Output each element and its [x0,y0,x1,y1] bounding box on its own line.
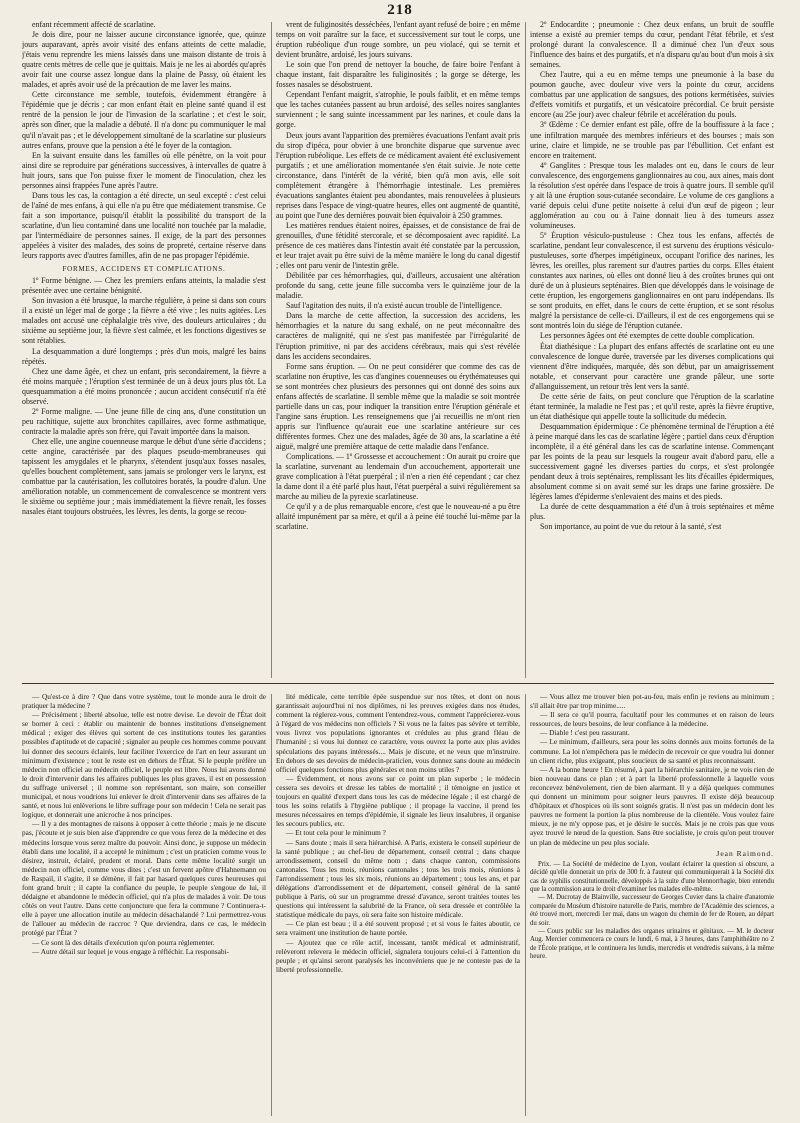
paragraph: enfant récemment affecté de scarlatine. [32,20,156,29]
paragraph: Deux jours avant l'apparition des premières évacuations l'enfant avait pris du sirop d'ipéca, pour obvier à une bronchite disparue que survenue avec l'éruption rubéolique. Les effets de ce médicament avaient été exclusivement purgatifs ; et une amélioration momentanée s'en était suivie. Je note cette circonstance, dans l'intérêt de la vérité, bien qu'à mon avis, elle soit complètement étrangère à l'hémorrhagie intestinale. Les premières évacuations sanglantes étaient peu abondantes, mais renouvelées à plusieurs reprises dans l'espace de vingt-quatre heures, elles ont augmenté de quantité, au point que l'une des dernières pouvait bien équivaloir à 250 grammes. [276,130,520,220]
paragraph: Les personnes âgées ont été exemptes de cette double complication. [540,331,755,341]
paragraph: 5º Éruption vésiculo-pustuleuse : Chez tous les enfans, affectés de scarlatine, pendant leur convalescence, il est survenu des éruptions vésiculo-pustuleuses, sorte d'herpes impétigineux, occupant l'orifice des narines, les lèvres, les oreilles, plus rarement sur d'autres parties du corps. Elles étaient constantes aux narines, où elles ont donné lieu à des croûtes brunes qui ont duré de un à plusieurs septénaires. Bien que développés dans le voisinage de cette éruption, les engorgemens ganglionnaires en ont paru indépendans. Ils se sont produits, en effet, dans le cours de cette éruption, et se sont résolus malgré la persistance de celle-ci. D'ailleurs, il est de ces engorgemens qui se sont montrés loin du siége de l'éruption cutanée. [530,230,774,331]
paragraph: — Diable ! c'est peu rassurant. [540,728,630,738]
paragraph: 2º Forme maligne. — Une jeune fille de cinq ans, d'une constitution un peu rachitique, sujette aux bronchites capillaires, avec forme asthmatique, contracte la maladie après son frère, qui l'avait importée dans la maison. [22,406,266,436]
paragraph: Je dois dire, pour ne laisser aucune circonstance ignorée, que, quinze jours auparavant, après avoir visité des enfans atteints de cette maladie, j'étais venu reprendre les miens laissés dans une maison distante de trois à quatre cents mètres de celle que je quittais. Mais je ne les ai abordés qu'après avoir fait une course assez longue dans la plaine de Passy, où étaient les malades, et après avoir usé de la précaution de me laver les mains. [22,30,266,90]
paragraph: 2º Endocardite ; pneumonie : Chez deux enfans, un bruit de souffle intense a existé au premier temps du cœur, pendant l'état fébrile, et s'est prolongé durant la convalescence. Il a diminué chez l'un d'eux sous l'influence des bains et des purgatifs, et n'a disparu qu'au bout d'un mois à six semaines. [530,20,774,70]
paragraph: — Il sera ce qu'il pourra, facultatif pour les communes et en raison de leurs ressources, de leurs besoins, de leur confiance à la médecine. [530,710,774,729]
page-number: 218 [387,2,413,18]
column-rule [525,694,526,1116]
paragraph: — A la bonne heure ! En résumé, à part la hiérarchie sanitaire, je ne vois rien de bien nouveau dans ce plan ; et à part la liberté professionnelle à laquelle vous reconcevez bénévolement, rien de bien alarmant. Il y a déjà quelques communes qui donnent un minimum pour soigner leurs pauvres. Il existe déjà beaucoup d'hôpitaux et d'hospices où ils sont soignés gratis. Il n'est pas un médecin dont les pauvres ne forment la portion la plus nombreuse de la clientèle. Vous voulez faire mieux, je ne m'y oppose pas, et je désire le succès. Mais je ne crois pas que vous ayez trouvé le nœud de la question. Sans être socialiste, je crois qu'on peut trouver un plan de médecine un peu plus sociale. [530,764,774,847]
paragraph: — Vous allez me trouver bien pot-au-feu, mais enfin je reviens au minimum ; s'il allait être par trop minime..... [530,692,774,711]
column-rule [525,22,526,678]
paragraph: La durée de cette desquammation a été d'un à trois septénaires et même plus. [530,502,774,522]
paragraph: Ce qu'il y a de plus remarquable encore, c'est que le nouveau-né a pu être allaité impunément par sa mère, et qu'il a à peine été touché lui-même par la scarlatine. [276,502,520,532]
paragraph: — Qu'est-ce à dire ? Que dans votre système, tout le monde aura le droit de pratiquer la médecine ? [22,692,266,711]
paragraph: Son importance, au point de vue du retour à la santé, s'est [540,522,722,532]
paragraph: — Ce plan est beau ; il a été souvent proposé ; et si vous le faites aboutir, ce sera vraiment une institution de haute portée. [276,919,520,938]
paragraph: — Sans doute ; mais il sera hiérarchisé. A Paris, existera le conseil supérieur de la santé publique ; au chef-lieu de département, conseil central ; dans chaque arrondissement, conseil du même nom ; dans chaque canton, commissions cantonales. Tous les mois, réunions cantonales ; tous les trois mois, réunions à l'arrondissement ; tous les six mois, réunions au département ; tous les ans, et par délégations d'arrondissement et de département, conseil général de la santé publique à Paris, où sur un programme dressé d'avance, seront traitées toutes les questions qui intéressent la salubrité de la France, où sera dressée et contrôlée la statistique médicale du pays, où sera faite son histoire médicale. [276,837,520,920]
paragraph: — Ajoutez que ce rôle actif, incessant, tantôt médical et administratif, relèveront relevera le médecin officiel, signalera toujours celui-ci à l'attention du peuple ; et qu'ainsi seront paralysés les inconvéniens que je ne conteste pas de la liberté professionnelle. [276,937,520,974]
feuilleton-divider [22,683,774,684]
feuilleton-column-3 [530,692,774,1118]
paragraph: 4º Ganglites : Presque tous les malades ont eu, dans le cours de leur convalescence, des engorgemens ganglionnaires au cou, aux aines, mais dont la résolution s'est opérée dans l'espace de trois à quatre jours. Il semble qu'il y ait là une éruption sous-cutanée secondaire. Le volume de ces ganglions a varié depuis celui d'une petite noisette à celui d'un œuf de pigeon ; leur agglomération au cou ou à l'aine donnait lieu à des tumeurs assez volumineuses. [530,160,774,230]
paragraph: — M. Ducrotay de Blainville, successeur de Georges Cuvier dans la chaire d'anatomie comparée du Muséum d'histoire naturelle de Paris, membre de l'Académie des sciences, a été trouvé mort, mercredi 1er mai, dans un wagon du chemin de fer de Rouen, au départ du soir. [530,894,774,927]
paragraph: Desquammation épidermique : Ce phénomène terminal de l'éruption a été à peine marqué dans les cas de scarlatine légère ; partiel dans ceux d'éruption incomplète, il a été général dans les cas de scarlatine intense. Commençant par les points de la peau sur lesquels la rougeur avait d'abord paru, elle a successivement gagné les diverses parties du corps, et s'est prolongée pendant deux à trois septénaires, remplissant les lits d'écailles épidermiques, absolument comme si on avait semé sur les draps une farine grossière. De légères lames d'épiderme s'enlevaient des mains et des pieds. [530,421,774,502]
paragraph: Cette circonstance me semble, toutefois, évidemment étrangère à l'épidémie que je décris ; car mon enfant était en pleine santé quand il est rentré de la pension le jour de l'invasion de la scarlatine ; et c'est le soir, après son dîner, que la maladie a débuté. Il n'a donc pu communiquer le mal qu'il n'avait pas ; et le développement simultané de la scarlatine sur plusieurs autres enfans, prouve que la pension a été le foyer de la contagion. [22,90,266,150]
paragraph: Débilitée par ces hémorrhagies, qui, d'ailleurs, accusaient une altération profonde du sang, cette jeune fille succomba vers le quinzième jour de la maladie. [276,271,520,301]
paragraph: Chez une dame âgée, et chez un enfant, pris secondairement, la fièvre a été moins marquée ; l'éruption s'est terminée de un à deux jours plus tôt. La quesquammation a été moins prononcée ; aucun accident consécutif n'a été observé. [22,366,266,406]
paragraph: lité médicale, cette terrible épée suspendue sur nos têtes, et dont on nous garantissait aujourd'hui ni nos diplômes, ni les preuves exigées dans nos études, comment la réglerez-vous, comment l'entendrez-vous, comment l'apprécierez-vous à l'égard de vos médecins non officiels ? Si vous ne la faites pas sévère et terrible, vous livrez vos populations ignorantes et crédules au plus grand fléau de l'humanité ; si vous lui donnez ce caractère, vous ouvrez la porte aux plus avides spéculations des payans intéressés.... Mais je discute, et ne veux que m'instruire. En dehors de ses devoirs de médecin-praticien, vous donnez sans doute au médecin officiel quelques fonctions plus générales et non moins utiles ? [276,692,520,774]
paragraph: — Le minimum, d'ailleurs, sera pour les soins donnés aux moins fortunés de la commune. La loi n'empêchera pas le médecin de recevoir ce que voudra lui donner un client riche, plus exigeant, plus soucieux de sa santé et plus reconnaissant. [530,737,774,765]
paragraph: De cette série de faits, on peut conclure que l'éruption de la scarlatine étant terminée, la maladie ne l'est pas ; et qu'il reste, après la fièvre éruptive, un état diathésique qui appelle toute la sollicitude du médecin. [530,391,774,421]
paragraph: Complications. — 1º Grossesse et accouchement : On aurait pu croire que la scarlatine, survenant au lendemain d'un accouchement, apporterait une grave complication à l'état puerpéral ; il n'en a rien été cependant ; car chez la dame dont il a été parlé plus haut, l'état puerpéral a suivi régulièrement sa marche au milieu de la pyrexie scarlatineuse. [276,452,520,502]
paragraph: — Il y a des montagnes de raisons à opposer à cette théorie ; mais je ne discute pas, j'écoute et je suis bien aise d'apprendre ce que vous ferez de la médecine et des médecins lorsque vous serez maître du pouvoir. Ainsi donc, je suppose un médecin établi dans une localité, il a accepté le minimum ; c'est un praticien comme vous le désirez, instruit, éclairé, prudent et moral. Dans cette même localité surgit un médecin non officiel, comme vous dites ; c'est un fervent apôtre d'Hahnemann ou de Raspail, il s'agite, il se démène, il fait par hasard quelques cures heureuses qui font grand bruit ; il capte la confiance du peuple, le peuple s'engoue de lui, il dédaigne et abandonne le médecin officiel, qui n'a plus de malades à voir. De tous côtés on veut l'autre. Dans cette conjoncture que fera la commune ? Continuera-t-elle à payer une allocation inutile au médecin désachalandé ? Lui permettrez-vous de l'allouer au médecin de raccroc ? Que deviendra, dans ce cas, le médecin protégé par l'État ? [22,819,266,938]
paragraph: Chez l'autre, qui a eu en même temps une pneumonie à la base du poumon gauche, avec douleur vive vers la pointe du cœur, accidens combattus par une application de sangsues, des potions kermétisées, suivies d'effets vomitifs et purgatifs, et un vésicatoire précordial. Ce bruit persiste encore (au 25e jour) avec chaleur fébrile et accélération du pouls. [530,70,774,120]
paragraph: Dans tous les cas, la contagion a été directe, un seul excepté : c'est celui de l'aîné de mes enfans, à qui elle n'a pu être que médiatement transmise. Ce fait a son importance, puisqu'il établit la possibilité du transport de la scarlatine, d'un lieu contaminé dans une localité non touchée par la maladie, par l'intermédiaire de personnes saines. Il exige, de la part des personnes appelées à visiter des malades, des soins de propreté, certaine réserve dans leurs rapports avec d'autres familles, afin de ne pas propager l'épidémie. [22,190,266,261]
feuilleton-columns [22,692,774,1118]
author-signature: Jean Raimond. [716,848,774,858]
section-heading: FORMES, ACCIDENS ET COMPLICATIONS. [62,265,226,274]
feuilleton-column-2 [276,692,520,1118]
paragraph: — Autre détail sur lequel je vous engage à réfléchir. La responsabi- [32,946,229,956]
paragraph: — Précisément ; liberté absolue, telle est notre devise. Le devoir de l'État doit se borner à ceci : établir ou maintenir de bonnes institutions d'enseignement médical ; exiger des élèves qui sortent de ces institutions toutes les garanties possibles d'aptitude et de capacité ; signaler au peuple ces hommes comme pouvant lui donner des secours éclairés, leur faciliter l'exercice de l'art en leur assurant un minimum d'existence ; tout le reste est en dehors de l'État. Si le peuple préfère un médecin non officiel au médecin officiel, le peuple est libre. Nous lui avons donné le droit d'intervenir dans les affaires publiques les plus graves, il est en possession du suffrage universel ; il nomme son représentant, son maire, son conseiller municipal, et nous voudrions lui enlever le droit d'intervenir dans ses affaires de la santé, et nous lui enlèverions le libre suffrage pour son médecin ! Cela ne serait pas logique, et donnerait une anicroche à nos principes. [22,710,266,820]
feuilleton-column-1 [22,692,266,1118]
paragraph: Chez elle, une angine couenneuse marque le début d'une série d'accidens ; cette angine, caractérisée par des plaques pseudo-membraneuses qui tapissent les amygdales et le pharynx, s'étendent jusqu'aux fosses nasales, qu'elles bouchent complètement, sans jamais se prolonger vers le larynx, est combattue par la cautérisation, les collutoires boratés, la poudre d'alun. Une amélioration notable, un commencement de convalescence se montrent vers le sixième ou septième jour ; mais immédiatement la fièvre renaît, les fosses nasales étant toujours obstruées, les lèvres, les dents, la gorge se recou- [22,436,266,517]
paragraph: Sauf l'agitation des nuits, il n'a existé aucun trouble de l'intelligence. [286,301,502,311]
article-column-2 [276,20,520,680]
paragraph: La desquammation a duré longtemps ; près d'un mois, malgré les bains répétés. [22,346,266,366]
column-rule [271,694,272,1116]
paragraph: 1º Forme bénigne. — Chez les premiers enfans atteints, la maladie s'est présentée avec une certaine bénignité. [22,276,266,296]
paragraph: — Et tout cela pour le minimum ? [286,828,386,838]
paragraph: Cependant l'enfant maigrit, s'atrophie, le pouls faiblit, et en même temps que les taches cutanées passent au brun ardoisé, des selles noires sanglantes surviennent ; le sang suinte incessamment par les narines, et coule dans la gorge. [276,90,520,130]
paragraph: En la suivant ensuite dans les familles où elle pénètre, on la voit pour ainsi dire se reproduire par générations successives, à intervalles de quatre à huit jours, sans que l'on puisse fixer le moment de l'inoculation, chez les personnes ainsi frappées l'une après l'autre. [22,150,266,190]
column-rule [271,22,272,678]
paragraph: Les matières rendues étaient noires, épaisses, et de consistance de frai de grenouilles, d'une fétidité stercorale, et se décomposaient avec rapidité. La présence de ces matières dans l'intestin avait été constatée par la percussion, et leur trajet avait pu être suivi de la même manière le long du canal digestif ; elles ont paru venir de l'intestin grêle. [276,220,520,271]
paragraph: — Ce sont là des détails d'exécution qu'on pourra réglementer. [32,937,215,947]
article-column-1 [22,20,266,680]
paragraph: Son invasion a été brusque, la marche régulière, à peine si dans son cours il a existé un léger mal de gorge ; la fièvre a été vive ; les nuits agitées. Les malades ont accusé une céphalalgie très vive, des douleurs articulaires ; du sixième au septième jour, la fièvre s'est calmée, et les fonctions digestives se sont rétablies. [22,296,266,346]
paragraph: — Cours public sur les maladies des organes urinaires et génitaux. — M. le docteur Aug. Mercier commencera ce cours le lundi, 6 mai, à 3 heures, dans l'amphithéâtre no 2 de l'École pratique, et le continuera les lundis, mercredis et vendredis suivans, à la même heure. [530,927,774,961]
article-columns [22,20,774,680]
paragraph: Forme sans éruption. — On ne peut considérer que comme des cas de scarlatine non éruptive, les cas d'angines couenneuses ou érythémateuses qui se sont montrées chez plusieurs des personnes qui ont donné des soins aux enfans affectés de scarlatine. Il semble même que la maladie se soit montrée partielle dans un cas, pour indiquer la transition entre l'éruption générale et l'angine sans éruption. Les renseignemens que j'ai recueillis ne m'ont rien appris sur l'influence qu'aurait eue une scarlatine antérieure sur ces différentes formes. Chez une des malades, âgée de 30 ans, la scarlatine a été aiguë, malgré une première attaque de cette maladie dans l'enfance. [276,361,520,451]
news-items [530,861,774,962]
paragraph: — Évidemment, et nous avons sur ce point un plan superbe ; le médecin cessera ses devoirs et dresse les tables de mortalité ; il témoigne en justice et toujours en qualité d'expert dans tous les cas de médecine légale ; il est chargé de tous les soins relatifs à l'hygiène publique ; il propage la vaccine, il prend les mesures nécessaires en temps d'épidémie, il signale les lieux insalubres, il organise les secours publics, etc. [276,773,520,829]
paragraph: Dans la marche de cette affection, la succession des accidens, les hémorrhagies et la nature du sang exhalé, on ne peut méconnaître des caractères de malignité, qui ne s'est pas manifestée par l'irrégularité de l'éruption primitive, ni par des accidens cérébraux, mais qui s'est révélée dans les accidens secondaires. [276,311,520,361]
paragraph: Le soin que l'on prend de nettoyer la bouche, de faire boire l'enfant à chaque instant, fait disparaître les fuliginosités ; la gorge se déterge, les fosses nasales se désobstruent. [276,60,520,90]
paragraph: Prix. — La Société de médecine de Lyon, voulant éclairer la question si obscure, a décidé qu'elle donnerait un prix de 300 fr. à l'auteur qui communiquerait à la Société dix cas de syphilis constitutionnelle, développés à la suite d'une blennorrhagie, bien entendu que la commission aura le droit d'examiner les malades elle-même. [530,860,774,893]
article-column-3 [530,20,774,680]
paragraph: vrent de fuliginosités desséchées, l'enfant ayant refusé de boire ; en même temps on voit paraître sur la face, et successivement sur tout le corps, une éruption rubéolique d'un rouge sombre, un peu violacé, qui se ternit et devient brunâtre, ardoisé, les jours suivans. [276,20,520,60]
paragraph: 3º Œdème : Ce dernier enfant est pâle, offre de la bouffissure à la face ; une infiltration marquée des membres inférieurs et des bourses ; mais son urine, claire et limpide, ne se trouble pas par l'ébullition. Cet enfant est encore en traitement. [530,120,774,160]
paragraph: État diathésique : La plupart des enfans affectés de scarlatine ont eu une convalescence de longue durée, traversée par les diverses complications qui viennent d'être indiquées, marquée, dès son début, par un amaigrissement notable, et conservant pour caractère une grande pâleur, une sorte d'allanguissement, un retour très lent vers la santé. [530,341,774,391]
